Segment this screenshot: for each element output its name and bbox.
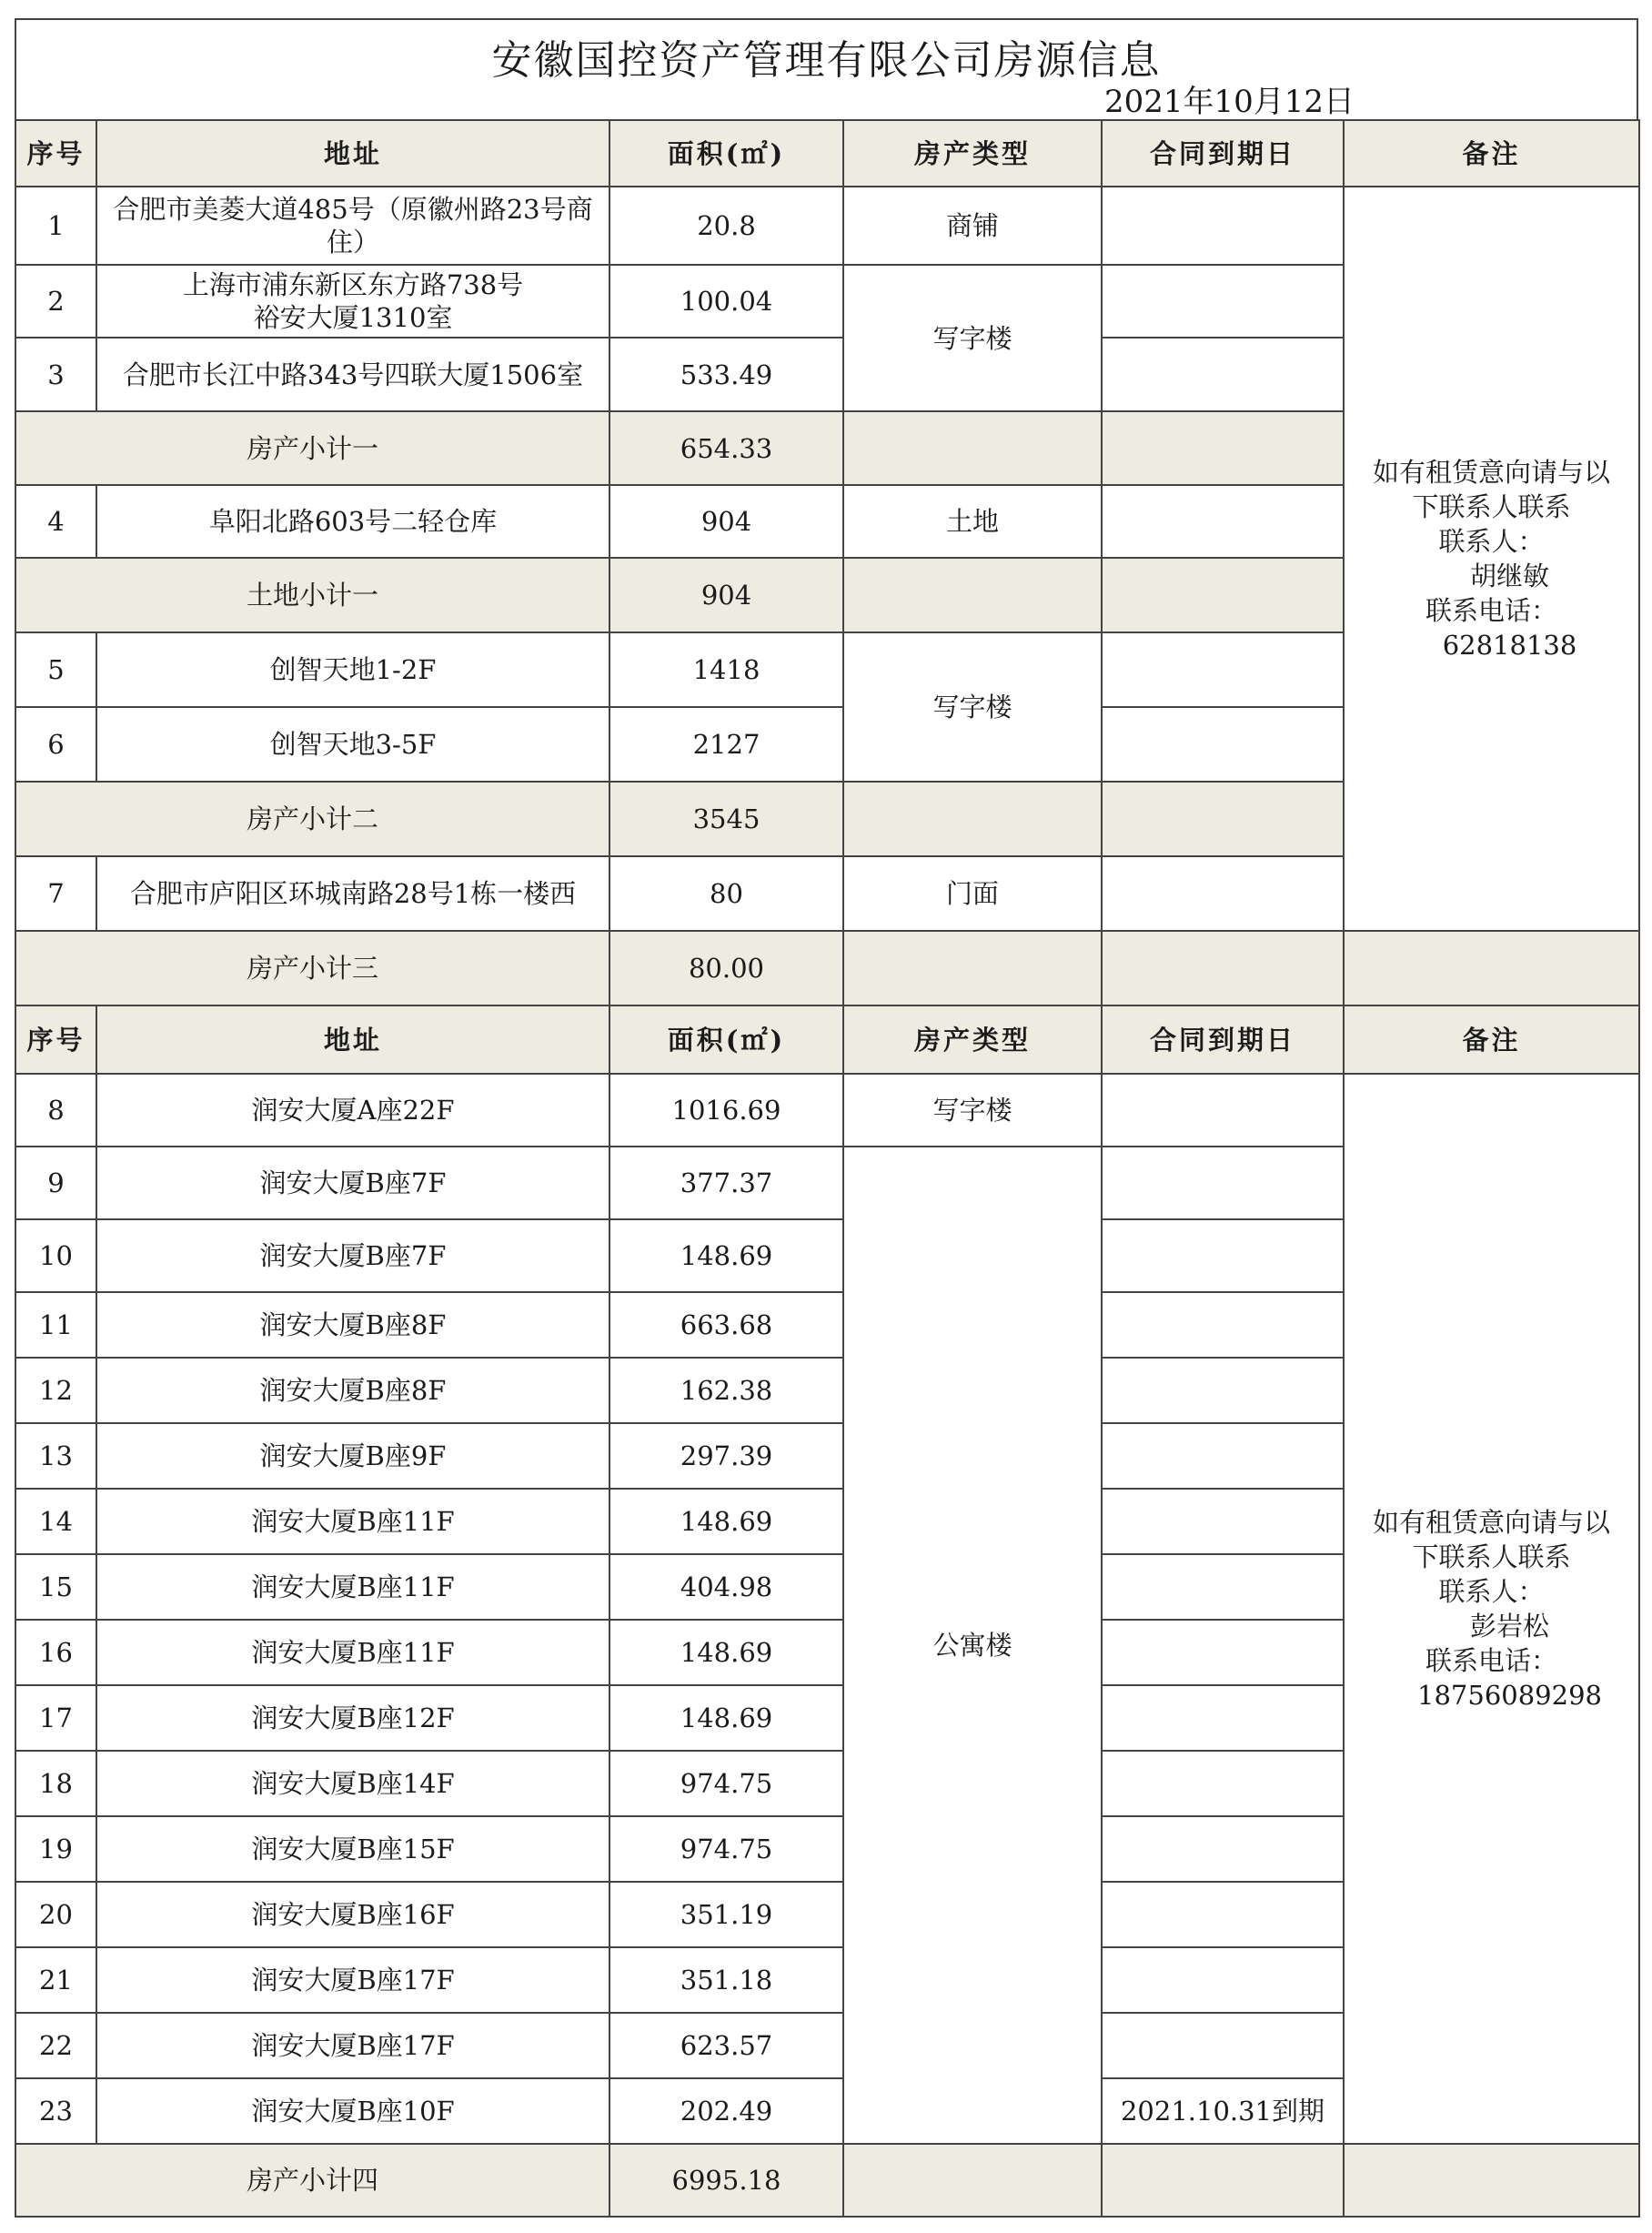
row-area: 148.69 [609,1219,843,1292]
row-seq: 9 [15,1147,96,1219]
row-area: 623.57 [609,2013,843,2078]
row-contract [1102,632,1344,707]
subtotal-type [843,931,1102,1005]
row-contract: 2021.10.31到期 [1102,2078,1344,2144]
header-remark: 备注 [1344,120,1639,187]
contact-phone: 62818138 [1442,630,1577,661]
row-seq: 11 [15,1292,96,1358]
subtotal-contract [1102,2144,1344,2217]
subtotal-contract [1102,931,1344,1005]
row-address: 合肥市庐阳区环城南路28号1栋一楼西 [96,856,609,931]
remark-line: 联系人： [1438,1576,1545,1607]
header-address: 地址 [96,1005,609,1074]
subtotal-contract [1102,782,1344,856]
subtotal-area: 654.33 [609,411,843,485]
row-type: 商铺 [843,187,1102,265]
row-area: 100.04 [609,265,843,338]
row-seq: 2 [15,265,96,338]
subtotal-contract [1102,411,1344,485]
remark-contact-2 [1344,1074,1639,2144]
row-seq: 7 [15,856,96,931]
header-area: 面积(㎡) [609,120,843,187]
row-type: 写字楼 [843,265,1102,411]
row-contract [1102,1423,1344,1489]
row-address: 创智天地3-5F [96,707,609,782]
row-seq: 10 [15,1219,96,1292]
subtotal-label: 土地小计一 [15,558,609,632]
row-area: 148.69 [609,1620,843,1685]
subtotal-type [843,558,1102,632]
row-type: 写字楼 [843,632,1102,782]
row-address: 上海市浦东新区东方路738号裕安大厦1310室 [96,265,609,338]
subtotal-row [15,931,1639,1005]
row-contract [1102,1358,1344,1423]
header-contract: 合同到期日 [1102,1005,1344,1074]
row-area: 404.98 [609,1554,843,1620]
remark-line: 下联系人联系 [1412,1541,1571,1572]
row-area: 202.49 [609,2078,843,2144]
row-address: 阜阳北路603号二轻仓库 [96,485,609,558]
row-area: 974.75 [609,1816,843,1882]
row-area: 1418 [609,632,843,707]
row-seq: 21 [15,1947,96,2013]
row-seq: 14 [15,1489,96,1554]
subtotal-type [843,782,1102,856]
row-contract [1102,1292,1344,1358]
row-contract [1102,338,1344,411]
header-seq: 序号 [15,1005,96,1074]
row-seq: 3 [15,338,96,411]
title-block [15,18,1638,119]
row-area: 974.75 [609,1751,843,1816]
contact-name: 胡继敏 [1469,561,1549,591]
subtotal-remark [1344,2144,1639,2217]
header-type: 房产类型 [843,120,1102,187]
subtotal-label: 房产小计二 [15,782,609,856]
header-address: 地址 [96,120,609,187]
row-seq: 4 [15,485,96,558]
row-address: 创智天地1-2F [96,632,609,707]
row-area: 20.8 [609,187,843,265]
header-remark: 备注 [1344,1005,1639,1074]
subtotal-area: 80.00 [609,931,843,1005]
row-address: 润安大厦B座17F [96,2013,609,2078]
row-contract [1102,856,1344,931]
row-area: 377.37 [609,1147,843,1219]
remark-line: 联系人： [1438,526,1545,557]
row-area: 2127 [609,707,843,782]
row-seq: 5 [15,632,96,707]
row-type: 公寓楼 [843,1147,1102,2144]
row-contract [1102,1147,1344,1219]
row-address: 润安大厦B座11F [96,1489,609,1554]
row-area: 904 [609,485,843,558]
property-sheet [15,18,1638,2218]
header-area: 面积(㎡) [609,1005,843,1074]
row-type: 写字楼 [843,1074,1102,1147]
row-area: 1016.69 [609,1074,843,1147]
row-seq: 8 [15,1074,96,1147]
contact-phone: 18756089298 [1417,1680,1602,1711]
row-area: 162.38 [609,1358,843,1423]
row-address: 润安大厦B座10F [96,2078,609,2144]
row-area: 351.19 [609,1882,843,1947]
remark-contact-1 [1344,187,1639,931]
row-seq: 1 [15,187,96,265]
remark-spacer [1348,1713,1635,2086]
subtotal-contract [1102,558,1344,632]
row-area: 148.69 [609,1489,843,1554]
property-table [15,119,1640,2218]
remark-line: 下联系人联系 [1412,491,1571,522]
row-address: 润安大厦B座9F [96,1423,609,1489]
row-contract [1102,1554,1344,1620]
row-contract [1102,187,1344,265]
subtotal-area: 3545 [609,782,843,856]
header-row-1 [15,120,1639,187]
row-seq: 16 [15,1620,96,1685]
row-seq: 22 [15,2013,96,2078]
header-seq: 序号 [15,120,96,187]
row-address: 润安大厦B座12F [96,1685,609,1751]
row-seq: 17 [15,1685,96,1751]
row-area: 297.39 [609,1423,843,1489]
row-contract [1102,1751,1344,1816]
subtotal-area: 6995.18 [609,2144,843,2217]
row-contract [1102,1219,1344,1292]
row-type: 土地 [843,485,1102,558]
row-contract [1102,1074,1344,1147]
table-row [15,187,1639,265]
subtotal-label: 房产小计四 [15,2144,609,2217]
row-contract [1102,1685,1344,1751]
row-area: 80 [609,856,843,931]
row-contract [1102,1620,1344,1685]
row-contract [1102,1882,1344,1947]
row-address: 润安大厦B座11F [96,1620,609,1685]
row-area: 148.69 [609,1685,843,1751]
subtotal-label: 房产小计一 [15,411,609,485]
table-row [15,1074,1639,1147]
subtotal-remark [1344,931,1639,1005]
row-seq: 18 [15,1751,96,1816]
header-contract: 合同到期日 [1102,120,1344,187]
row-seq: 12 [15,1358,96,1423]
remark-spacer [1348,1132,1635,1505]
row-seq: 15 [15,1554,96,1620]
row-address: 润安大厦B座8F [96,1292,609,1358]
row-address: 润安大厦B座16F [96,1882,609,1947]
row-seq: 23 [15,2078,96,2144]
row-area: 533.49 [609,338,843,411]
row-address: 合肥市美菱大道485号（原徽州路23号商住） [96,187,609,265]
remark-line: 如有租赁意向请与以 [1372,1507,1610,1538]
subtotal-label: 房产小计三 [15,931,609,1005]
row-address: 合肥市长江中路343号四联大厦1506室 [96,338,609,411]
row-address: 润安大厦B座15F [96,1816,609,1882]
remark-line: 联系电话： [1425,595,1557,626]
row-address: 润安大厦B座8F [96,1358,609,1423]
row-contract [1102,485,1344,558]
row-address: 润安大厦B座7F [96,1147,609,1219]
row-type: 门面 [843,856,1102,931]
row-area: 663.68 [609,1292,843,1358]
row-address: 润安大厦B座11F [96,1554,609,1620]
report-date: 2021年10月12日 [1103,84,1355,120]
row-seq: 20 [15,1882,96,1947]
page-title: 安徽国控资产管理有限公司房源信息 [491,37,1162,84]
row-seq: 19 [15,1816,96,1882]
row-address: 润安大厦B座7F [96,1219,609,1292]
subtotal-area: 904 [609,558,843,632]
row-seq: 13 [15,1423,96,1489]
row-contract [1102,1816,1344,1882]
row-contract [1102,2013,1344,2078]
row-address: 润安大厦B座14F [96,1751,609,1816]
row-address: 润安大厦B座17F [96,1947,609,2013]
subtotal-row [15,2144,1639,2217]
row-area: 351.18 [609,1947,843,2013]
remark-line: 联系电话： [1425,1645,1557,1676]
row-address: 润安大厦A座22F [96,1074,609,1147]
subtotal-type [843,2144,1102,2217]
remark-line: 如有租赁意向请与以 [1372,457,1610,488]
row-contract [1102,707,1344,782]
header-type: 房产类型 [843,1005,1102,1074]
row-contract [1102,265,1344,338]
row-contract [1102,1489,1344,1554]
subtotal-type [843,411,1102,485]
contact-name: 彭岩松 [1469,1611,1549,1642]
row-contract [1102,1947,1344,2013]
header-row-2 [15,1005,1639,1074]
row-seq: 6 [15,707,96,782]
